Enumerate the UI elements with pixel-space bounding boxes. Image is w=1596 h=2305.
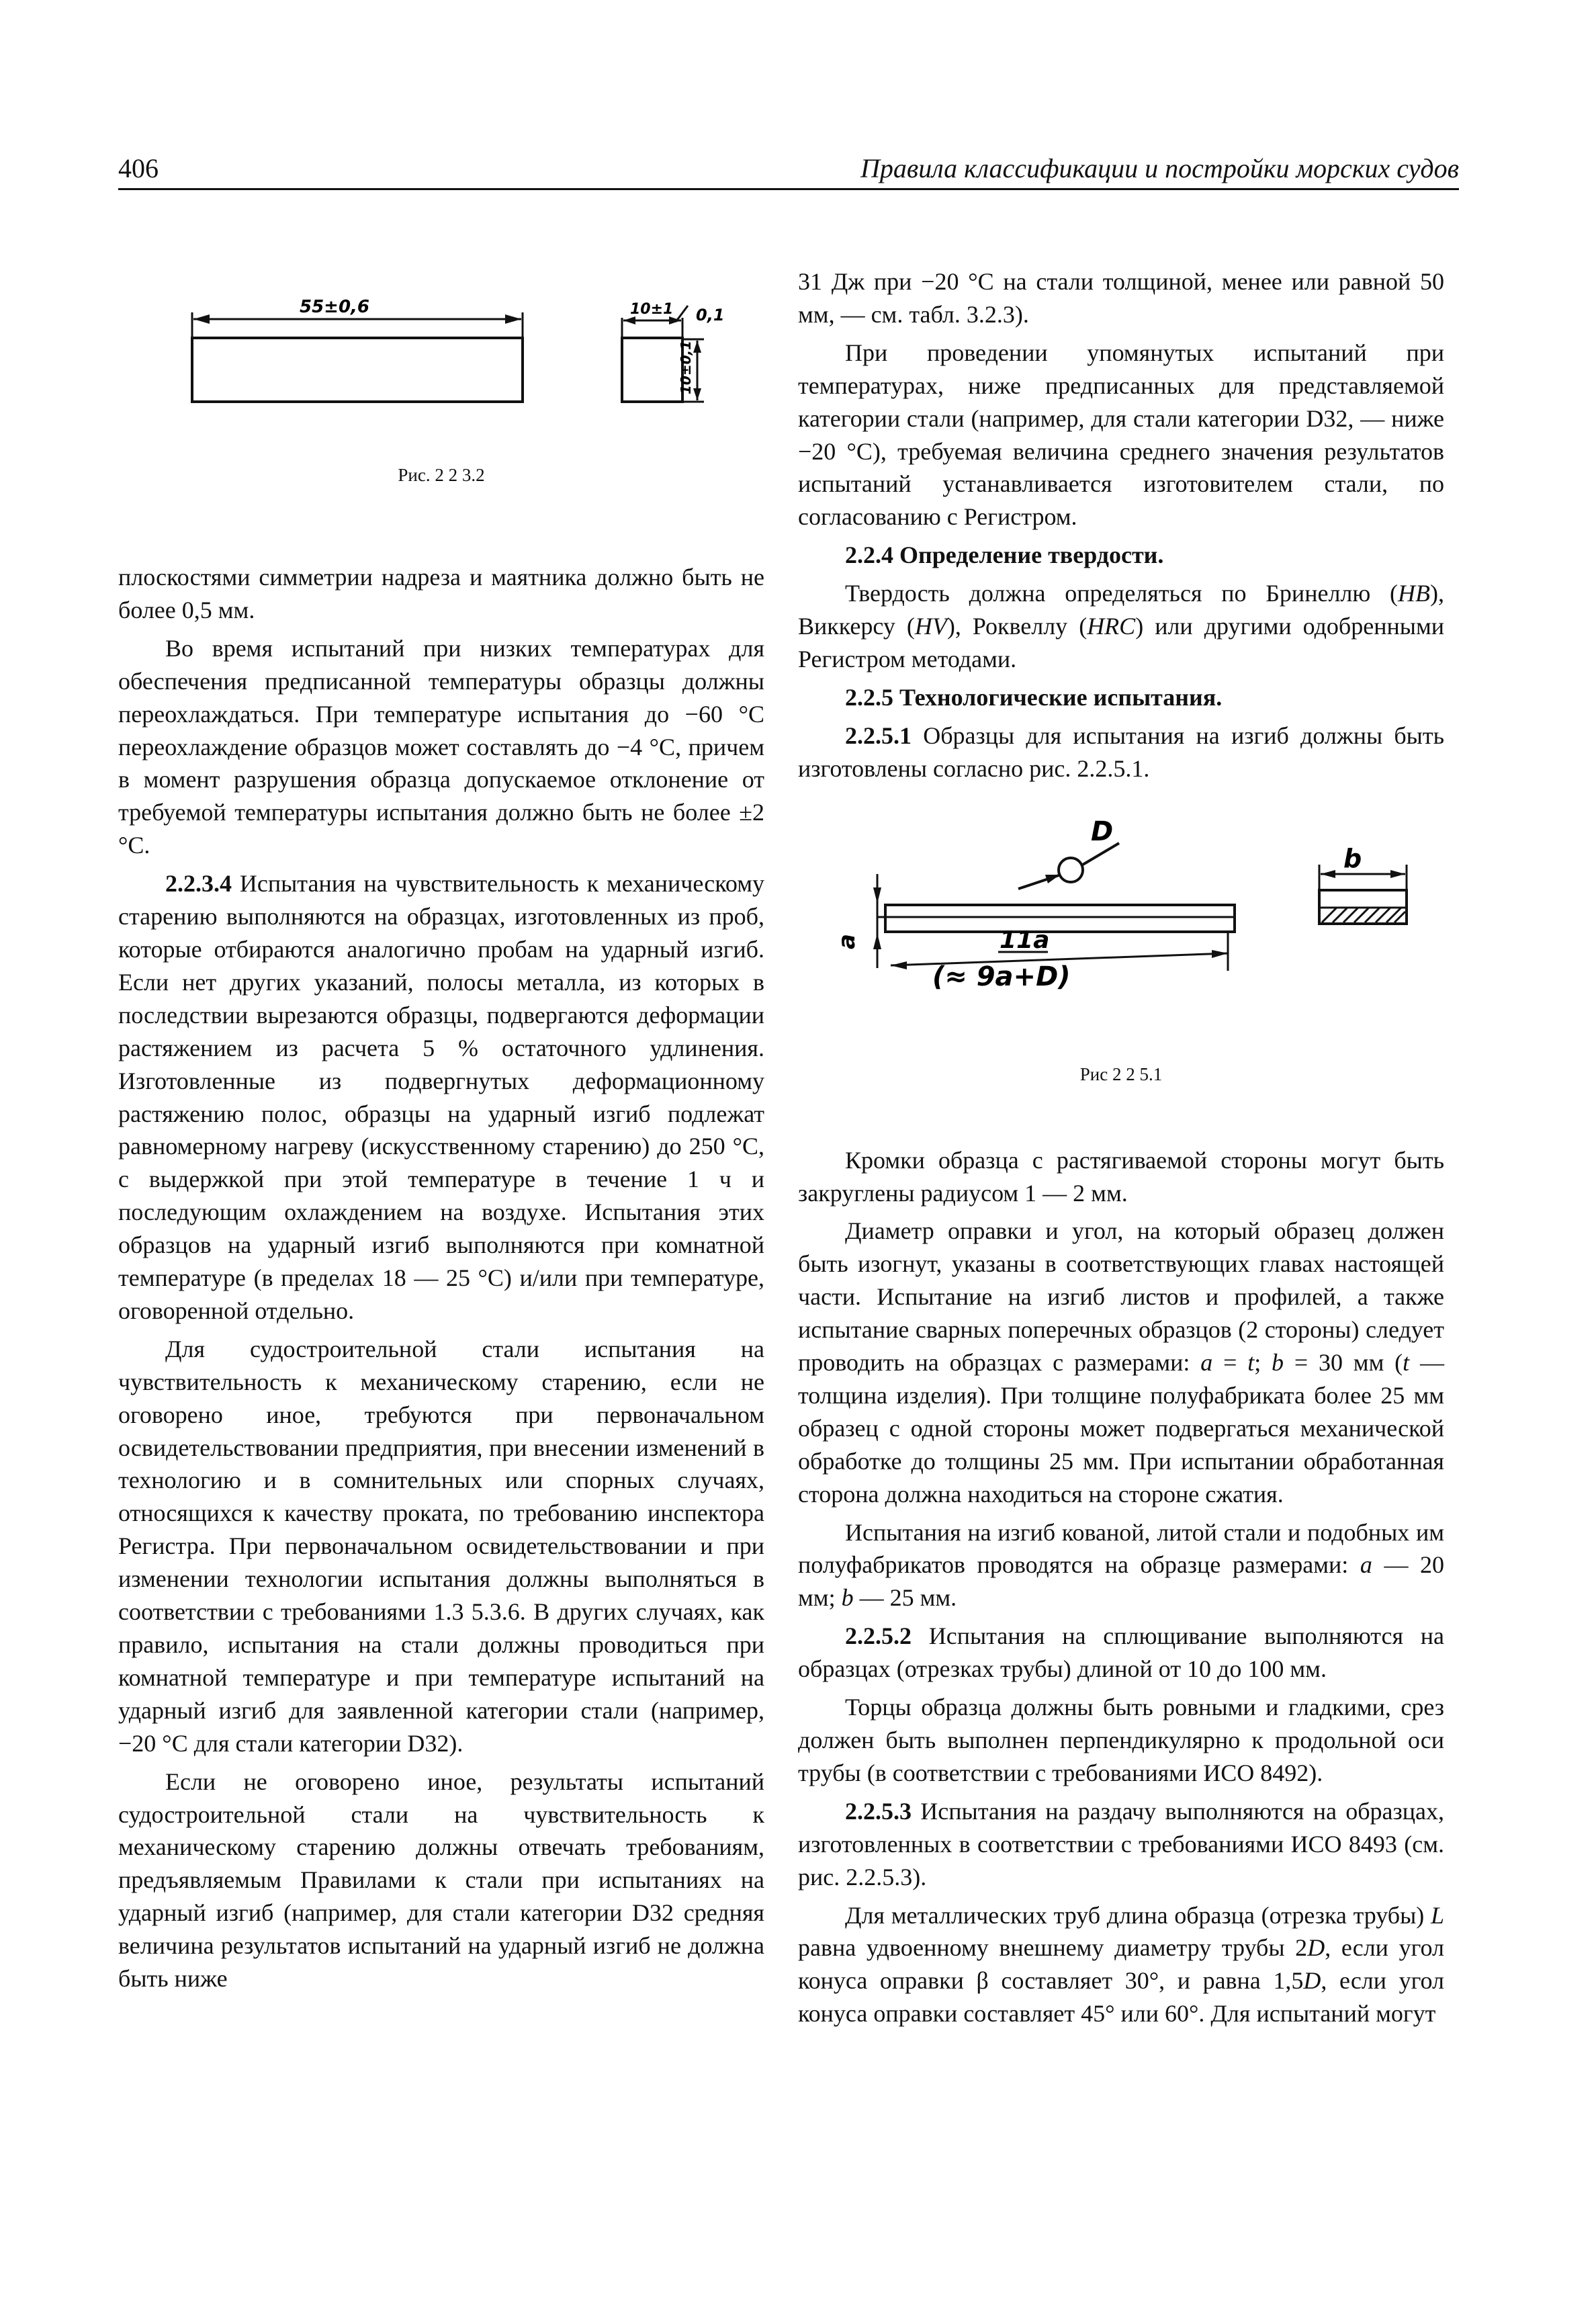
label-a: a xyxy=(834,933,860,949)
cross-section-outline xyxy=(622,338,682,402)
section-number: 2.2.5.1 xyxy=(845,722,912,749)
label-formula: (≈ 9a+D) xyxy=(932,961,1071,992)
paragraph: Испытания на изгиб кованой, литой стали и подобных им полуфабрикатов проводятся на образце размерами: a — 20 мм; b — 25 мм. xyxy=(798,1518,1445,1612)
paragraph: плоскостями симметрии надреза и маятника должно быть не более 0,5 мм. xyxy=(118,564,764,623)
running-title: Правила классификации и постройки морских судов xyxy=(860,153,1459,183)
right-column xyxy=(798,265,1444,2036)
label-b: b xyxy=(1343,843,1362,873)
dim-roughness-label: 0,1 xyxy=(696,306,725,324)
section-number: 2.2.3.4 xyxy=(165,870,232,898)
paragraph: Для судостроительной стали испытания на чувствительность к механическому старению, если не оговорено иное, требуются при первоначальном освидетельствовании предприятия, при внесении изменений в технологию и в сомнительных или спорных случаях, относящихся к качеству проката, по требованию инспектора Регистра. При первоначальном освидетельствовании и при изменении технологии испытания должны выполняться в соответствии с требованиями 1.3 5.3.6. В других случаях, как правило, испытания на стали должны проводиться при комнатной температуре и при температуре испытаний на ударный изгиб для заявленной категории стали (например, −20 °С для стали категории D32). xyxy=(118,1335,764,1757)
section-heading: 2.2.5 Технологические испытания. xyxy=(845,683,1223,711)
section-heading: 2.2.4 Определение твердости. xyxy=(845,541,1164,569)
figure-caption: Рис 2 2 5.1 xyxy=(1079,1063,1163,1084)
page-number: 406 xyxy=(118,153,159,183)
paragraph: Твердость должна определяться по Бринеллю (HB), Виккерсу (HV), Роквеллу (HRC) или другими одобренными Регистром методами. xyxy=(798,580,1444,672)
paragraph: Диаметр оправки и угол, на который образец должен быть изогнут, указаны в соответствующих главах настоящей части. Испытание на изгиб листов и профилей, а также испытание сварных поперечных образцов (2 стороны) следует проводить на образцах с размерами: a = t; b = 30 мм (t — толщина изделия). При толщине полуфабриката более 25 мм образец с одной стороны может подвергаться механической обработке до толщины 25 мм. При испытании обработанная сторона должна находиться на стороне сжатия. xyxy=(798,1217,1445,1508)
paragraph: Если не оговорено иное, результаты испытаний судостроительной стали на чувствительность к механическому старению должны отвечать требованиям, предъявляемым Правилами к стали при испытаниях на ударный изгиб (например, для стали категории D32 средняя величина результатов испытаний на ударный изгиб не должна быть ниже xyxy=(118,1768,764,1993)
paragraph xyxy=(118,867,764,1328)
figure-2-2-3-2 xyxy=(118,272,764,554)
figure-caption: Рис. 2 2 3.2 xyxy=(398,465,485,485)
paragraph-text: Испытания на чувствительность к механическому старению выполняются на образцах, изготовленных из проб, которые отбираются аналогично пробам на ударный изгиб. Если нет других указаний, полосы металла, из которых в последствии вырезаются образцы, подвергаются деформации растяжением из расчета 5 % остаточного удлинения. Изготовленные из подвергнутых деформационному растяжению полос, образцы на ударный изгиб подлежат равномерному нагреву (искусственному старению) до 250 °С, с выдержкой при этой температуре в течение 1 ч и последующим охлаждением на воздухе. Испытания этих образцов на ударный изгиб выполняются при комнатной температуре (в пределах 18 — 25 °С) и/или при температуре, оговоренной отдельно. xyxy=(118,870,764,1324)
hatching xyxy=(1322,908,1405,922)
dim-length-label: 55±0,6 xyxy=(300,297,370,317)
specimen-drawing xyxy=(118,272,764,453)
section-number: 2.2.5.2 xyxy=(845,1622,912,1650)
mandrel-circle xyxy=(1059,858,1083,882)
paragraph: Для металлических труб длина образца (отрезка трубы) L равна удвоенному внешнему диаметру трубы 2D, если угол конуса оправки β составляет 30°, и равна 1,5D, если угол конуса оправки составляет 45° или 60°. Для испытаний могут xyxy=(798,1901,1444,2028)
paragraph: 31 Дж при −20 °С на стали толщиной, менее или равной 50 мм, — см. табл. 3.2.3). xyxy=(798,268,1444,328)
paragraph xyxy=(798,1795,1444,1894)
page-header xyxy=(118,146,1459,190)
hardness-hrc: HRC xyxy=(1087,613,1136,640)
paragraph-text: Испытания на сплющивание выполняются на образцах (отрезках трубы) длиной от 10 до 100 мм. xyxy=(798,1622,1445,1683)
figure-2-2-5-1 xyxy=(798,810,1444,1125)
specimen-bar xyxy=(885,905,1235,932)
paragraph: Кромки образца с растягиваемой стороны могут быть закруглены радиусом 1 — 2 мм. xyxy=(798,1146,1444,1207)
dim-height-label: 10±0,1 xyxy=(678,340,694,394)
hardness-hv: HV xyxy=(914,613,947,640)
hardness-hb: HB xyxy=(1398,580,1430,607)
paragraph: Торцы образца должны быть ровными и гладкими, срез должен быть выполнен перпендикулярно к продольной оси трубы (в соответствии с требованиями ИСО 8492). xyxy=(798,1694,1444,1786)
paragraph-text: Образцы для испытания на изгиб должны быть изготовлены согласно рис. 2.2.5.1. xyxy=(798,722,1445,782)
label-11a: 11a xyxy=(1000,926,1050,954)
paragraph: При проведении упомянутых испытаний при температурах, ниже предписанных для представляемой категории стали (например, для стали категории D32, — ниже −20 °С), требуемая величина среднего значения результатов испытаний устанавливается изготовителем стали, по согласованию с Регистром. xyxy=(798,339,1444,531)
specimen-outline xyxy=(192,338,523,402)
paragraph xyxy=(798,720,1444,785)
paragraph: Во время испытаний при низких температурах для обеспечения предписанной температуры образцы должны переохлаждаться. При температуре испытания до −60 °С переохлаждение образцов может составлять до −4 °С, причем в момент разрушения образца допускаемое отклонение от требуемой температуры испытания должно быть не более ±2 °С. xyxy=(118,634,764,859)
label-d: D xyxy=(1091,816,1114,847)
paragraph-text: Испытания на раздачу выполняются на образцах, изготовленных в соответствии с требованиями ИСО 8493 (см. рис. 2.2.5.3). xyxy=(798,1797,1444,1890)
section-number: 2.2.5.3 xyxy=(845,1797,912,1825)
left-column xyxy=(118,265,764,2001)
bend-specimen-drawing xyxy=(798,810,1444,1038)
dim-width-label: 10±1 xyxy=(630,301,674,318)
paragraph xyxy=(798,1620,1444,1686)
